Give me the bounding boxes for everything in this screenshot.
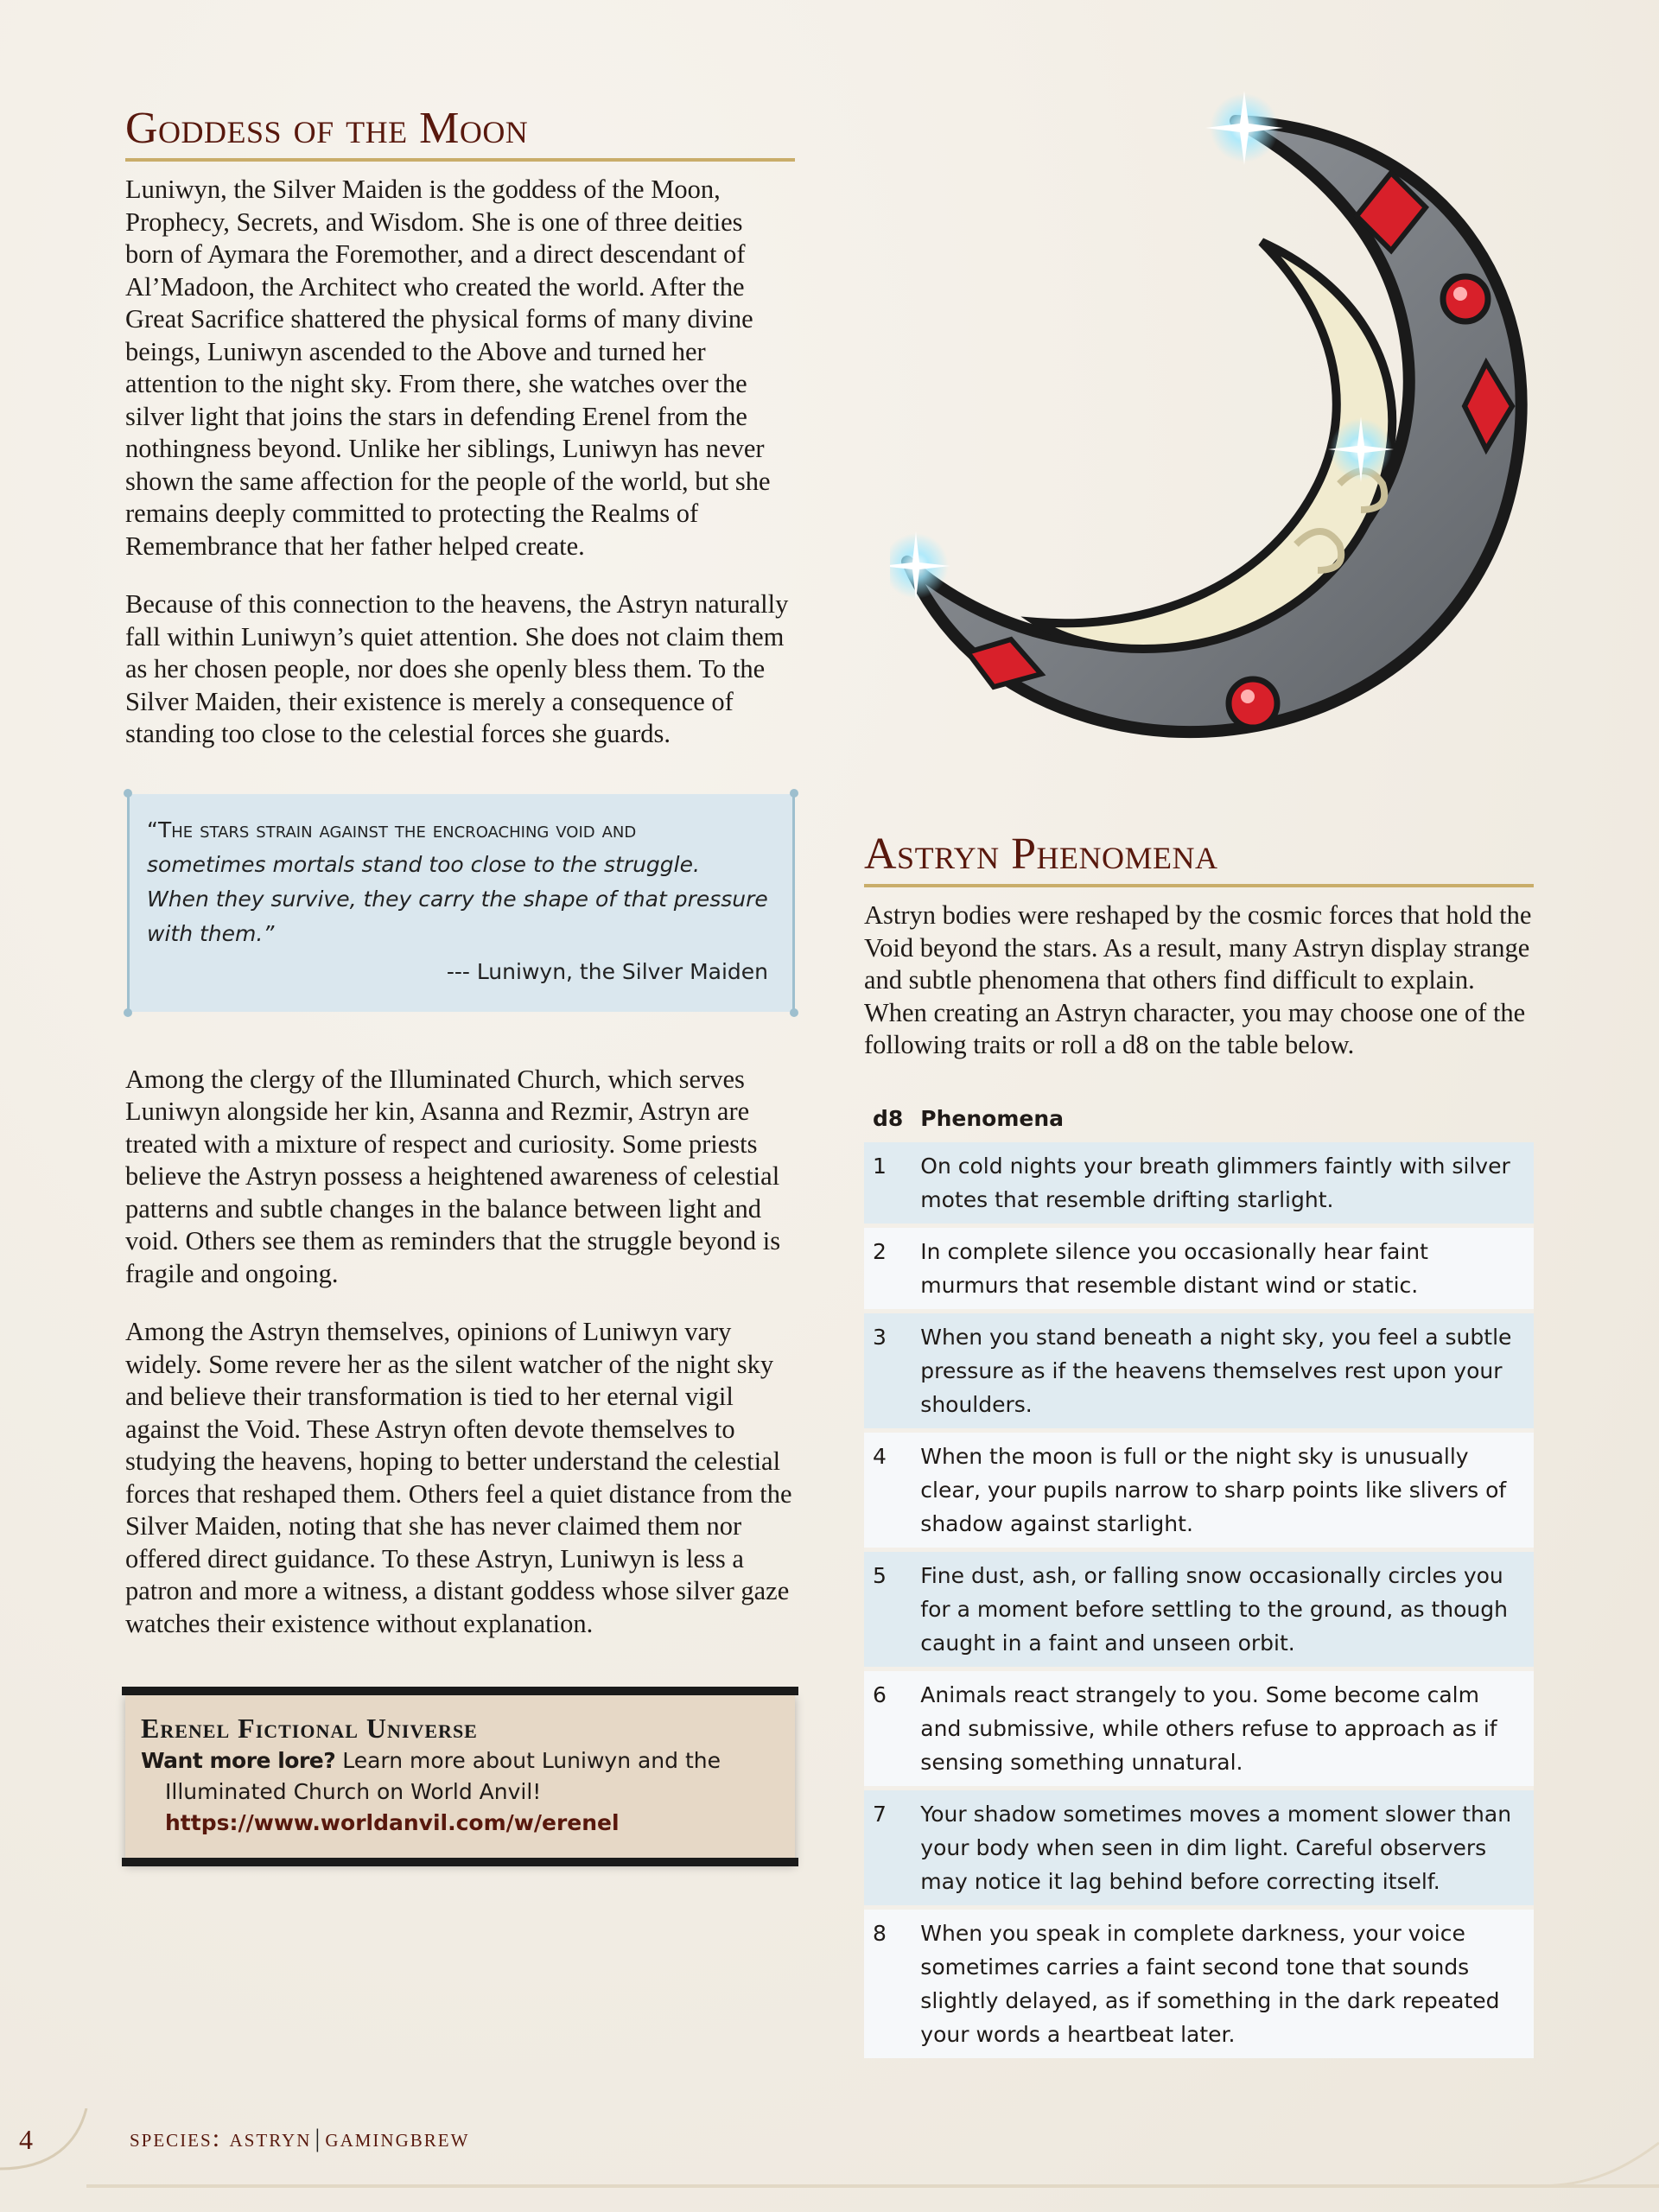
table-row bbox=[864, 1788, 1534, 1907]
section-heading-phenomena: Astryn Phenomena bbox=[864, 830, 1534, 887]
phenomenon-text: When the moon is full or the night sky is unusually clear, your pupils narrow to sharp points like slivers of shadow against starlight. bbox=[912, 1430, 1534, 1549]
footer-section: species: astryn bbox=[130, 2124, 312, 2152]
paragraph: Astryn bodies were reshaped by the cosmic forces that hold the Void beyond the stars. As a result, many Astryn display strange and subtle phenomena that others find difficult to explain. When creating an Astryn character, you may choose one of the following traits or roll a d8 on the table below. bbox=[864, 900, 1532, 1060]
table-row bbox=[864, 1907, 1534, 2058]
quote-corner-dot bbox=[124, 789, 132, 798]
table-row bbox=[864, 1669, 1534, 1788]
left-column bbox=[125, 104, 795, 1861]
quote-first-line: “The stars strain against the encroaching void and bbox=[147, 817, 637, 842]
section-heading-goddess: Goddess of the Moon bbox=[125, 104, 795, 162]
paragraph: Among the Astryn themselves, opinions of Luniwyn vary widely. Some revere her as the silent watcher of the night sky and believe their transformation is tied to her eternal vigil against the Void. These Astryn often devote themselves to studying the heavens, hoping to better understand the celestial forces that reshaped them. Others feel a quiet distance from the Silver Maiden, noting that she has never claimed them nor offered direct guidance. To these Astryn, Luniwyn is less a patron and more a witness, a distant goddess whose silver gaze watches their existence without explanation. bbox=[125, 1317, 792, 1638]
world-anvil-link[interactable]: https://www.worldanvil.com/w/erenel bbox=[165, 1810, 620, 1836]
footer-title bbox=[130, 2124, 469, 2153]
phenomena-table bbox=[864, 1095, 1534, 2058]
phenomenon-text: Animals react strangely to you. Some become calm and submissive, while others refuse to approach as if sensing something unnatural. bbox=[912, 1669, 1534, 1788]
phenomenon-text: When you speak in complete darkness, your voice sometimes carries a faint second tone that sounds slightly delayed, as if something in the dark repeated your words a heartbeat later. bbox=[912, 1907, 1534, 2058]
lore-note-box bbox=[125, 1692, 795, 1861]
footer-brand: gamingbrew bbox=[325, 2124, 470, 2152]
phenomenon-text: In complete silence you occasionally hear faint murmurs that resemble distant wind or static. bbox=[912, 1225, 1534, 1311]
note-lead: Want more lore? bbox=[141, 1748, 336, 1774]
roll-number: 8 bbox=[864, 1907, 912, 2058]
roll-number: 7 bbox=[864, 1788, 912, 1907]
table-row bbox=[864, 1142, 1534, 1226]
roll-number: 6 bbox=[864, 1669, 912, 1788]
phenomenon-text: Fine dust, ash, or falling snow occasionally circles you for a moment before settling to the ground, as though caught in a faint and unseen orbit. bbox=[912, 1549, 1534, 1669]
table-header-d8: d8 bbox=[873, 1105, 904, 1131]
quote-corner-dot bbox=[790, 1008, 798, 1017]
table-header-phenomena: Phenomena bbox=[920, 1105, 1065, 1131]
quote-attribution: --- Luniwyn, the Silver Maiden bbox=[446, 958, 768, 984]
roll-number: 4 bbox=[864, 1430, 912, 1549]
paragraph: Because of this connection to the heavens, the Astryn naturally fall within Luniwyn’s quiet attention. She does not claim them as her chosen people, nor does she openly bless them. To the Silver Maiden, their existence is merely a consequence of standing too close to the celestial forces she guards. bbox=[125, 589, 789, 749]
roll-number: 2 bbox=[864, 1225, 912, 1311]
roll-number: 1 bbox=[864, 1142, 912, 1226]
page-footer bbox=[0, 2108, 1659, 2212]
quote-corner-dot bbox=[124, 1008, 132, 1017]
quote-text: sometimes mortals stand too close to the struggle. When they survive, they carry the shape of that pressure with them.” bbox=[147, 851, 768, 946]
phenomenon-text: On cold nights your breath glimmers faintly with silver motes that resemble drifting starlight. bbox=[912, 1142, 1534, 1226]
note-title: Erenel Fictional Universe bbox=[141, 1713, 478, 1745]
note-text: Learn more about Luniwyn and the bbox=[342, 1748, 721, 1774]
table-row bbox=[864, 1225, 1534, 1311]
note-text: Illuminated Church on World Anvil! bbox=[165, 1779, 542, 1805]
table-row bbox=[864, 1311, 1534, 1430]
roll-number: 5 bbox=[864, 1549, 912, 1669]
table-row bbox=[864, 1549, 1534, 1669]
crescent-moon-illustration bbox=[890, 78, 1564, 760]
table-row bbox=[864, 1430, 1534, 1549]
page-number: 4 bbox=[19, 2124, 33, 2155]
paragraph: Luniwyn, the Silver Maiden is the goddess of the Moon, Prophecy, Secrets, and Wisdom. She is one of three deities born of Aymara the Foremother, and a direct descendant of Al’Madoon, the Architect who created the world. After the Great Sacrifice shattered the physical forms of many divine beings, Luniwyn ascended to the Above and turned her attention to the night sky. From there, she watches over the silver light that joins the stars in defending Erenel from the nothingness beyond. Unlike her siblings, Luniwyn has never shown the same affection for the people of the world, but she remains deeply committed to protecting the Realms of Remembrance that her father helped create. bbox=[125, 175, 771, 561]
right-column bbox=[864, 830, 1534, 2058]
quote-corner-dot bbox=[790, 789, 798, 798]
quote-box bbox=[127, 794, 795, 1012]
roll-number: 3 bbox=[864, 1311, 912, 1430]
paragraph: Among the clergy of the Illuminated Church, which serves Luniwyn alongside her kin, Asanna and Rezmir, Astryn are treated with a mixture of respect and curiosity. Some priests believe the Astryn possess a heightened awareness of celestial patterns and subtle changes in the balance between light and void. Others see them as reminders that the struggle beyond is fragile and ongoing. bbox=[125, 1064, 781, 1288]
footer-divider: | bbox=[315, 2124, 322, 2152]
phenomenon-text: Your shadow sometimes moves a moment slower than your body when seen in dim light. Careful observers may notice it lag behind before correcting itself. bbox=[912, 1788, 1534, 1907]
phenomenon-text: When you stand beneath a night sky, you feel a subtle pressure as if the heavens themselves rest upon your shoulders. bbox=[912, 1311, 1534, 1430]
